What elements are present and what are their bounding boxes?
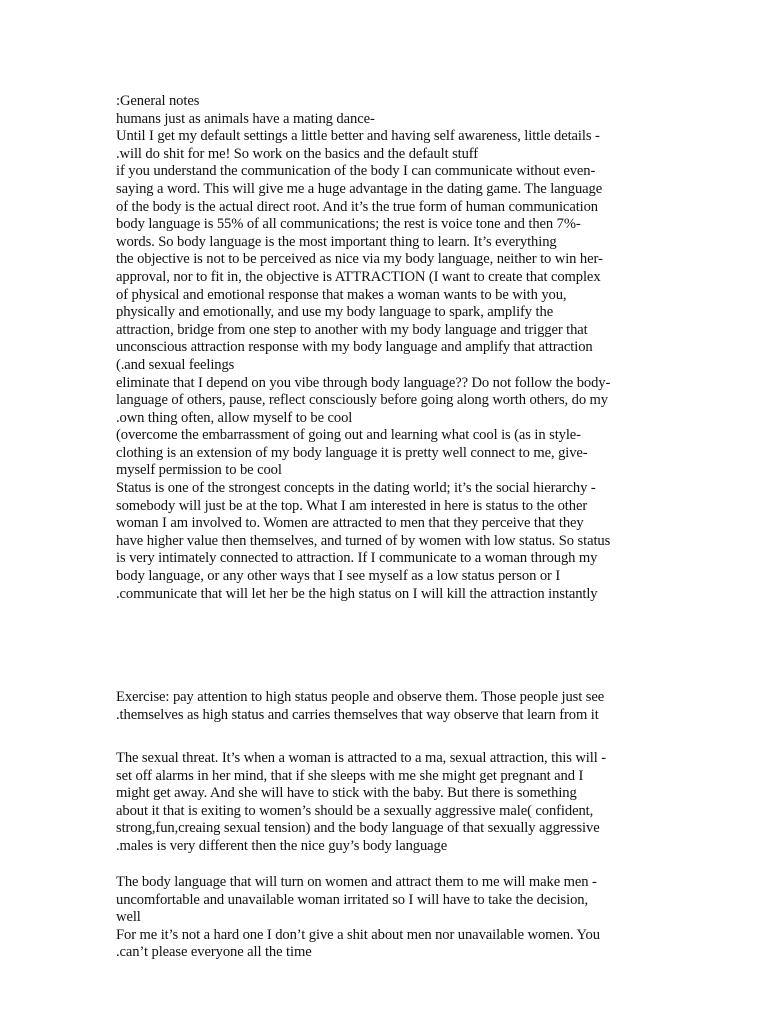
- text-line: about it that is exiting to women’s should be a sexually aggressive male( confident,: [116, 802, 594, 819]
- text-line: Status is one of the strongest concepts in the dating world; it’s the social hierarchy -: [116, 480, 596, 497]
- text-line: Until I get my default settings a little better and having self awareness, little details -: [116, 128, 600, 145]
- text-line: The body language that will turn on women and attract them to me will make men -: [116, 874, 597, 890]
- text-line: .can’t please everyone all the time: [116, 944, 312, 961]
- text-line: .will do shit for me! So work on the basics and the default stuff: [116, 145, 479, 162]
- text-line: well: [116, 909, 141, 926]
- text-line: (overcome the embarrassment of going out and learning what cool is (as in style-: [116, 427, 581, 444]
- text-line: body language, or any other ways that I see myself as a low status person or I: [116, 568, 561, 585]
- text-line: language of others, pause, reflect consciously before going along worth others, do my: [116, 392, 609, 409]
- text-line: humans just as animals have a mating dance-: [116, 110, 375, 127]
- text-line: have higher value then themselves, and turned of by women with low status. So status: [116, 532, 611, 549]
- text-line: approval, nor to fit in, the objective is ATTRACTION (I want to create that complex: [116, 268, 601, 285]
- text-line: uncomfortable and unavailable woman irritated so I will have to take the decision,: [116, 891, 589, 908]
- text-line: unconscious attraction response with my body language and amplify that attraction: [116, 339, 593, 356]
- text-line: (.and sexual feelings: [116, 356, 235, 373]
- text-line: physically and emotionally, and use my body language to spark, amplify the: [116, 304, 554, 321]
- text-line: is very intimately connected to attraction. If I communicate to a woman through my: [116, 550, 598, 567]
- text-line: saying a word. This will give me a huge advantage in the dating game. The language: [116, 180, 603, 197]
- text-line: eliminate that I depend on you vibe through body language?? Do not follow the body-: [116, 374, 611, 391]
- text-line: somebody will just be at the top. What I am interested in here is status to the other: [116, 497, 588, 514]
- text-line: clothing is an extension of my body language it is pretty well connect to me, give-: [116, 444, 588, 461]
- text-line: attraction, bridge from one step to another with my body language and trigger that: [116, 321, 588, 338]
- text-line: .males is very different then the nice guy’s body language: [116, 837, 448, 854]
- text-line: The sexual threat. It’s when a woman is attracted to a ma, sexual attraction, this will -: [116, 750, 606, 766]
- text-line: the objective is not to be perceived as nice via my body language, neither to win her-: [116, 251, 603, 268]
- text-line: .themselves as high status and carries themselves that way observe that learn from it: [116, 706, 599, 723]
- text-line: might get away. And she will have to stick with the baby. But there is something: [116, 785, 577, 802]
- text-line: For me it’s not a hard one I don’t give a shit about men nor unavailable women. You: [116, 926, 600, 943]
- text-line: Exercise: pay attention to high status people and observe them. Those people just see: [116, 689, 605, 705]
- text-line: body language is 55% of all communications; the rest is voice tone and then 7%-: [116, 216, 581, 233]
- text-line: woman I am involved to. Women are attracted to men that they perceive that they: [116, 515, 584, 532]
- text-line: strong,fun,creaing sexual tension) and the body language of that sexually aggressive: [116, 820, 600, 837]
- text-line: of physical and emotional response that makes a woman wants to be with you,: [116, 286, 567, 303]
- closing-section: [116, 874, 656, 962]
- text-line: set off alarms in her mind, that if she sleeps with me she might get pregnant and I: [116, 767, 584, 784]
- text-line: of the body is the actual direct root. And it’s the true form of human communication: [116, 198, 598, 215]
- text-line: if you understand the communication of the body I can communicate without even-: [116, 163, 596, 180]
- text-line: words. So body language is the most important thing to learn. It’s everything: [116, 233, 557, 250]
- text-line: .own thing often, allow myself to be cool: [116, 409, 353, 426]
- text-line: :General notes: [116, 93, 200, 109]
- sexual-threat-section: [116, 750, 656, 856]
- text-line: myself permission to be cool: [116, 462, 282, 479]
- exercise-section: [116, 689, 656, 724]
- text-line: .communicate that will let her be the high status on I will kill the attraction instantly: [116, 585, 598, 602]
- general-notes-section: [116, 93, 656, 603]
